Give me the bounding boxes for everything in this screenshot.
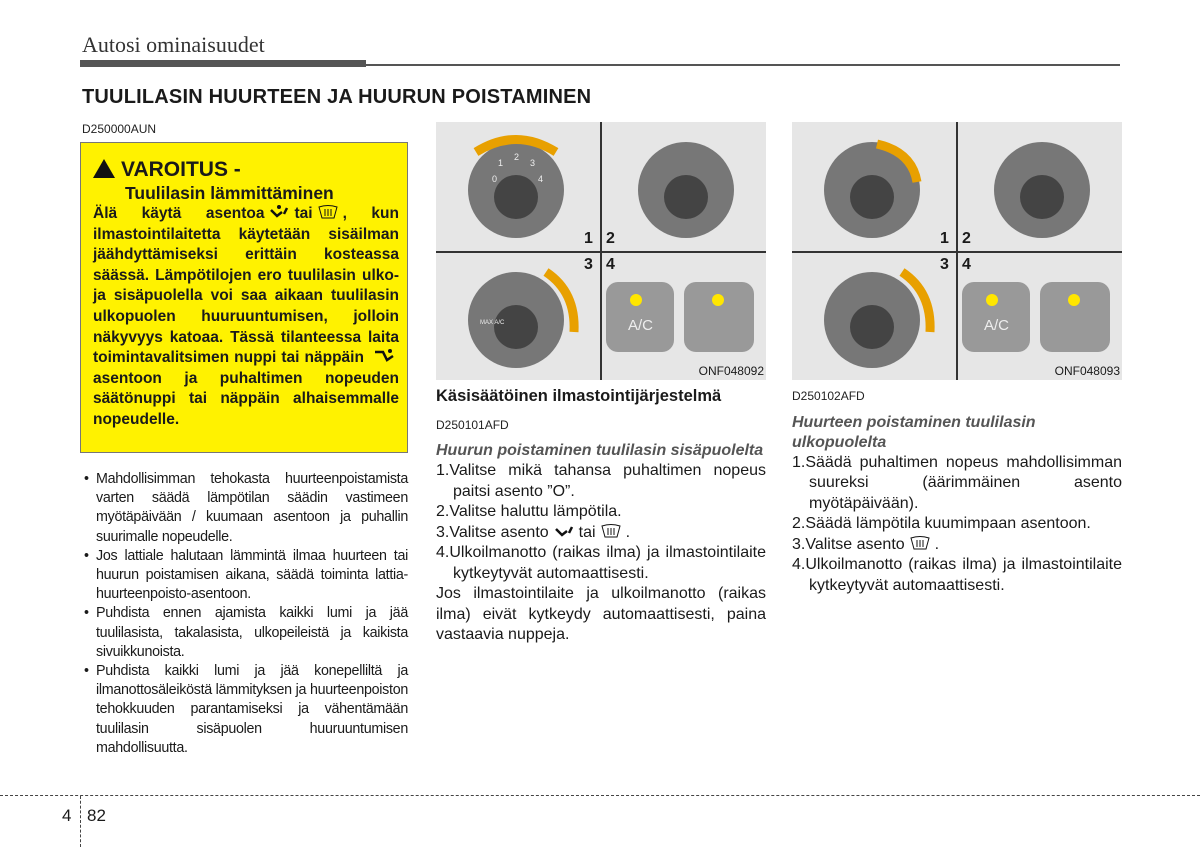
dial-1: 1: [498, 158, 504, 168]
warning-text-d: asentoon: [93, 369, 162, 387]
steps-list: [436, 461, 766, 584]
steps-list: [792, 453, 1122, 597]
step-text: 3.Valitse asento: [792, 535, 905, 553]
defrost-icon: [600, 523, 622, 539]
list-item: • Puhdista kaikki lumi ja jää konepelliltä ja ilmanottosäleiköstä lämmityksen ja huurteenpoiston tehokkuuden parantamiseksi ja vähentämään tuulilasin sisäpuolen huuruuntumisen mahdollisuutta.: [82, 662, 408, 758]
control-panel-illustration: [436, 122, 766, 380]
list-item: • Puhdista ennen ajamista kaikki lumi ja jää tuulilasista, takalasista, ulkopeileistä ja kaikista sivuikkunoista.: [82, 604, 408, 662]
figure-outside-defrost: [792, 122, 1122, 380]
chapter-number: 4: [62, 806, 72, 825]
section-header: Autosi ominaisuudet: [82, 32, 265, 57]
tips-list: [82, 470, 408, 758]
marker-3: 3: [940, 256, 949, 273]
warning-text-b: tai: [294, 205, 313, 222]
warning-subheading: Tuulilasin lämmittäminen: [125, 183, 334, 203]
step: 4.Ulkoilmanotto (raikas ilma) ja ilmastointilaite kytkeytyvät automaattisesti.: [792, 556, 1122, 594]
marker-2: 2: [606, 230, 615, 247]
marker-3: 3: [584, 256, 593, 273]
list-item: • Jos lattiale halutaan lämmintä ilmaa huurteen tai huurun poistamisen aikana, säädä toiminta lattia-huurteenpoisto-asentoon.: [82, 547, 408, 605]
figure-caption: ONF048092: [698, 364, 764, 378]
footer-vertical-divider: [80, 796, 81, 847]
floor-defrost-icon: [268, 204, 290, 220]
step: 1.Valitse mikä tahansa puhaltimen nopeus paitsi asento ”O”.: [436, 462, 766, 500]
figure-inside-defog: [436, 122, 766, 380]
right-column: [792, 386, 1122, 596]
warning-heading: VAROITUS -: [121, 158, 241, 181]
step: 3.Valitse asento tai .: [436, 523, 631, 541]
header-rule: [80, 60, 366, 67]
floor-defrost-icon: [553, 523, 575, 539]
step-text: 3.Valitse asento: [436, 523, 549, 541]
marker-4: 4: [962, 256, 971, 273]
warning-text: [93, 204, 399, 431]
section-subtitle: Käsisäätöinen ilmastointijärjestelmä: [436, 387, 722, 405]
step-text-or: tai: [578, 523, 596, 541]
ac-button-label: A/C: [628, 317, 654, 334]
marker-1: 1: [584, 230, 593, 247]
warning-text-e: ja puhaltimen nopeuden säätönuppi tai näppäin alhaisemmalle nopeudelle.: [93, 369, 399, 428]
dial-3: 3: [530, 158, 536, 168]
warning-text-c: , kun ilmastointilaitetta käytetään sisäilman jäähdyttämiseksi erittäin kosteassa säässä. Lämpötilojen ero tuulilasin ulko- ja sisäpuolella voi saa aikaan tuulilasin ulkopuolen huuruuntumisen, jolloin näkyvyys katoaa. Tässä tilanteessa laita toimintavalitsimen nuppi tai näppäin: [93, 205, 399, 367]
note: Jos ilmastointilaite ja ulkoilmanotto (raikas ilma) eivät kytkeydy automaattisesti, paina vastaavia nuppeja.: [436, 585, 766, 643]
warning-icon: [93, 159, 115, 178]
footer-divider: [0, 795, 1200, 796]
header-rule-thin: [366, 64, 1120, 66]
control-panel-illustration: [792, 122, 1122, 380]
procedure-heading: Huurun poistaminen tuulilasin sisäpuolelta: [436, 442, 764, 459]
page-title: TUULILASIN HUURTEEN JA HUURUN POISTAMINEN: [82, 86, 592, 108]
defrost-icon: [317, 204, 339, 220]
step: 2.Säädä lämpötila kuumimpaan asentoon.: [792, 515, 1091, 532]
doc-code: D250000AUN: [82, 122, 157, 136]
marker-1: 1: [940, 230, 949, 247]
marker-2: 2: [962, 230, 971, 247]
doc-code: D250102AFD: [792, 389, 865, 403]
step: 2.Valitse haluttu lämpötila.: [436, 503, 622, 520]
middle-column: [436, 386, 766, 646]
step: 3.Valitse asento .: [792, 535, 940, 553]
marker-4: 4: [606, 256, 615, 273]
dial-0: 0: [492, 174, 498, 184]
page-number: 82: [87, 806, 106, 825]
max-ac-label: MAX A/C: [480, 320, 505, 326]
warning-box: [80, 142, 408, 453]
procedure-heading: Huurteen poistaminen tuulilasin ulkopuolelta: [792, 413, 1036, 451]
doc-code: D250101AFD: [436, 417, 509, 432]
step: 4.Ulkoilmanotto (raikas ilma) ja ilmastointilaite kytkeytyvät automaattisesti.: [436, 544, 766, 582]
defrost-icon: [909, 535, 931, 551]
dial-2: 2: [514, 152, 520, 162]
warning-text-a: Älä käytä asentoa: [93, 205, 265, 222]
dial-4: 4: [538, 174, 544, 184]
ac-button-label: A/C: [984, 317, 1010, 334]
floor-mode-icon: [373, 348, 395, 364]
list-item: • Mahdollisimman tehokasta huurteenpoistamista varten säädä lämpötilan säädin vastimeen myötäpäivään / kuumaan asentoon ja puhallin suurimalle nopeudelle.: [82, 470, 408, 547]
figure-caption: ONF048093: [1054, 364, 1120, 378]
step: 1.Säädä puhaltimen nopeus mahdollisimman suureksi (äärimmäinen asento myötäpäivään).: [792, 453, 1122, 512]
